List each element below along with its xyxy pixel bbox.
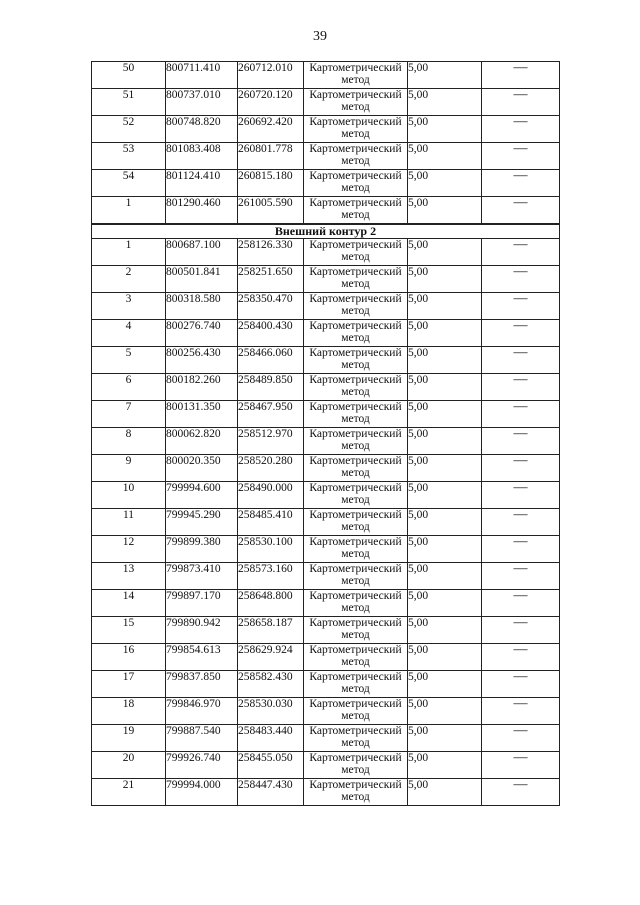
x-coordinate-cell: 800062.820 [166, 428, 238, 455]
description-cell: — [482, 197, 560, 225]
point-number-cell: 1 [92, 197, 166, 225]
point-number-cell: 12 [92, 536, 166, 563]
method-line-1: Картометрический [309, 698, 402, 710]
method-line-2: метод [341, 629, 370, 641]
table-row [92, 455, 560, 482]
description-cell: — [482, 563, 560, 590]
y-coordinate-cell: 258648.800 [238, 590, 304, 617]
y-coordinate-cell: 258573.160 [238, 563, 304, 590]
method-line-1: Картометрический [309, 536, 402, 548]
method-line-1: Картометрический [309, 293, 402, 305]
point-number-cell: 19 [92, 725, 166, 752]
method-line-2: метод [341, 74, 370, 86]
table-row [92, 266, 560, 293]
x-coordinate-cell: 799926.740 [166, 752, 238, 779]
table-row [92, 293, 560, 320]
point-number-cell: 15 [92, 617, 166, 644]
page-number: 39 [313, 29, 327, 44]
method-line-2: метод [341, 683, 370, 695]
y-coordinate-cell: 258466.060 [238, 347, 304, 374]
x-coordinate-cell: 799837.850 [166, 671, 238, 698]
y-coordinate-cell: 258658.187 [238, 617, 304, 644]
method-line-1: Картометрический [309, 428, 402, 440]
coordinates-table [91, 61, 560, 806]
method-cell [304, 401, 408, 428]
table-row [92, 509, 560, 536]
point-number-cell: 21 [92, 779, 166, 806]
method-cell [304, 617, 408, 644]
x-coordinate-cell: 800131.350 [166, 401, 238, 428]
x-coordinate-cell: 799945.290 [166, 509, 238, 536]
method-line-2: метод [341, 359, 370, 371]
table-row [92, 428, 560, 455]
table-row [92, 143, 560, 170]
method-line-2: метод [341, 575, 370, 587]
table-section-header-group [92, 224, 560, 239]
accuracy-cell: 5,00 [408, 401, 482, 428]
point-number-cell: 18 [92, 698, 166, 725]
description-cell: — [482, 455, 560, 482]
table-row [92, 617, 560, 644]
table-row [92, 752, 560, 779]
description-cell: — [482, 752, 560, 779]
description-cell: — [482, 347, 560, 374]
table-row [92, 779, 560, 806]
x-coordinate-cell: 800318.580 [166, 293, 238, 320]
method-line-2: метод [341, 155, 370, 167]
accuracy-cell: 5,00 [408, 170, 482, 197]
method-line-2: метод [341, 494, 370, 506]
method-cell [304, 197, 408, 225]
method-cell [304, 89, 408, 116]
description-cell: — [482, 644, 560, 671]
method-line-1: Картометрический [309, 89, 402, 101]
accuracy-cell: 5,00 [408, 320, 482, 347]
accuracy-cell: 5,00 [408, 455, 482, 482]
method-line-1: Картометрический [309, 239, 402, 251]
table-row [92, 347, 560, 374]
description-cell: — [482, 170, 560, 197]
y-coordinate-cell: 258512.970 [238, 428, 304, 455]
method-cell [304, 266, 408, 293]
method-line-1: Картометрический [309, 374, 402, 386]
x-coordinate-cell: 800276.740 [166, 320, 238, 347]
point-number-cell: 10 [92, 482, 166, 509]
table-row [92, 374, 560, 401]
description-cell: — [482, 725, 560, 752]
accuracy-cell: 5,00 [408, 374, 482, 401]
method-line-2: метод [341, 182, 370, 194]
y-coordinate-cell: 258467.950 [238, 401, 304, 428]
y-coordinate-cell: 258400.430 [238, 320, 304, 347]
method-cell [304, 116, 408, 143]
method-line-2: метод [341, 521, 370, 533]
table-row [92, 563, 560, 590]
accuracy-cell: 5,00 [408, 266, 482, 293]
method-line-2: метод [341, 791, 370, 803]
description-cell: — [482, 89, 560, 116]
method-line-2: метод [341, 413, 370, 425]
method-cell [304, 671, 408, 698]
method-line-2: метод [341, 656, 370, 668]
accuracy-cell: 5,00 [408, 239, 482, 266]
point-number-cell: 4 [92, 320, 166, 347]
description-cell: — [482, 779, 560, 806]
point-number-cell: 54 [92, 170, 166, 197]
y-coordinate-cell: 261005.590 [238, 197, 304, 225]
x-coordinate-cell: 800737.010 [166, 89, 238, 116]
y-coordinate-cell: 258455.050 [238, 752, 304, 779]
description-cell: — [482, 590, 560, 617]
method-line-1: Картометрический [309, 116, 402, 128]
description-cell: — [482, 266, 560, 293]
method-line-1: Картометрический [309, 617, 402, 629]
method-cell [304, 509, 408, 536]
method-cell [304, 62, 408, 89]
x-coordinate-cell: 800501.841 [166, 266, 238, 293]
method-line-1: Картометрический [309, 455, 402, 467]
x-coordinate-cell: 799854.613 [166, 644, 238, 671]
accuracy-cell: 5,00 [408, 779, 482, 806]
table-row [92, 239, 560, 266]
method-cell [304, 320, 408, 347]
method-cell [304, 563, 408, 590]
accuracy-cell: 5,00 [408, 698, 482, 725]
point-number-cell: 9 [92, 455, 166, 482]
y-coordinate-cell: 260815.180 [238, 170, 304, 197]
x-coordinate-cell: 801290.460 [166, 197, 238, 225]
method-line-1: Картометрический [309, 197, 402, 209]
method-line-2: метод [341, 710, 370, 722]
method-line-1: Картометрический [309, 671, 402, 683]
method-line-1: Картометрический [309, 401, 402, 413]
method-line-1: Картометрический [309, 509, 402, 521]
method-line-2: метод [341, 332, 370, 344]
x-coordinate-cell: 800748.820 [166, 116, 238, 143]
method-cell [304, 143, 408, 170]
method-line-2: метод [341, 251, 370, 263]
y-coordinate-cell: 260712.010 [238, 62, 304, 89]
method-cell [304, 482, 408, 509]
x-coordinate-cell: 800711.410 [166, 62, 238, 89]
accuracy-cell: 5,00 [408, 347, 482, 374]
description-cell: — [482, 428, 560, 455]
x-coordinate-cell: 799846.970 [166, 698, 238, 725]
accuracy-cell: 5,00 [408, 617, 482, 644]
method-cell [304, 428, 408, 455]
y-coordinate-cell: 258530.030 [238, 698, 304, 725]
method-cell [304, 455, 408, 482]
table-row [92, 698, 560, 725]
description-cell: — [482, 239, 560, 266]
accuracy-cell: 5,00 [408, 752, 482, 779]
method-cell [304, 170, 408, 197]
description-cell: — [482, 401, 560, 428]
table-row [92, 644, 560, 671]
method-line-1: Картометрический [309, 143, 402, 155]
point-number-cell: 50 [92, 62, 166, 89]
point-number-cell: 16 [92, 644, 166, 671]
method-line-1: Картометрический [309, 347, 402, 359]
point-number-cell: 3 [92, 293, 166, 320]
table-body-before [92, 62, 560, 225]
method-line-1: Картометрический [309, 644, 402, 656]
x-coordinate-cell: 799890.942 [166, 617, 238, 644]
y-coordinate-cell: 258489.850 [238, 374, 304, 401]
point-number-cell: 1 [92, 239, 166, 266]
accuracy-cell: 5,00 [408, 536, 482, 563]
x-coordinate-cell: 801083.408 [166, 143, 238, 170]
table-row [92, 89, 560, 116]
accuracy-cell: 5,00 [408, 293, 482, 320]
table-row [92, 725, 560, 752]
description-cell: — [482, 62, 560, 89]
accuracy-cell: 5,00 [408, 62, 482, 89]
table-row [92, 536, 560, 563]
y-coordinate-cell: 258582.430 [238, 671, 304, 698]
method-line-2: метод [341, 209, 370, 221]
point-number-cell: 5 [92, 347, 166, 374]
table-row [92, 482, 560, 509]
table-body-after [92, 239, 560, 806]
method-cell [304, 752, 408, 779]
method-line-2: метод [341, 548, 370, 560]
method-line-2: метод [341, 278, 370, 290]
y-coordinate-cell: 258490.000 [238, 482, 304, 509]
y-coordinate-cell: 258629.924 [238, 644, 304, 671]
method-line-2: метод [341, 602, 370, 614]
method-line-1: Картометрический [309, 266, 402, 278]
accuracy-cell: 5,00 [408, 590, 482, 617]
accuracy-cell: 5,00 [408, 428, 482, 455]
description-cell: — [482, 320, 560, 347]
method-cell [304, 347, 408, 374]
method-cell [304, 779, 408, 806]
table-row [92, 320, 560, 347]
method-cell [304, 536, 408, 563]
description-cell: — [482, 482, 560, 509]
method-line-1: Картометрический [309, 170, 402, 182]
accuracy-cell: 5,00 [408, 563, 482, 590]
method-line-2: метод [341, 101, 370, 113]
description-cell: — [482, 617, 560, 644]
x-coordinate-cell: 799887.540 [166, 725, 238, 752]
x-coordinate-cell: 799994.000 [166, 779, 238, 806]
method-cell [304, 698, 408, 725]
description-cell: — [482, 374, 560, 401]
x-coordinate-cell: 799994.600 [166, 482, 238, 509]
table-row [92, 197, 560, 225]
table-row [92, 62, 560, 89]
point-number-cell: 8 [92, 428, 166, 455]
point-number-cell: 2 [92, 266, 166, 293]
method-line-1: Картометрический [309, 725, 402, 737]
y-coordinate-cell: 260692.420 [238, 116, 304, 143]
accuracy-cell: 5,00 [408, 89, 482, 116]
method-line-1: Картометрический [309, 779, 402, 791]
x-coordinate-cell: 799897.170 [166, 590, 238, 617]
method-line-1: Картометрический [309, 563, 402, 575]
method-cell [304, 725, 408, 752]
description-cell: — [482, 509, 560, 536]
y-coordinate-cell: 258350.470 [238, 293, 304, 320]
point-number-cell: 7 [92, 401, 166, 428]
point-number-cell: 53 [92, 143, 166, 170]
y-coordinate-cell: 258251.650 [238, 266, 304, 293]
description-cell: — [482, 293, 560, 320]
accuracy-cell: 5,00 [408, 509, 482, 536]
section-header-row [92, 224, 560, 239]
method-line-2: метод [341, 305, 370, 317]
method-cell [304, 239, 408, 266]
x-coordinate-cell: 799899.380 [166, 536, 238, 563]
description-cell: — [482, 536, 560, 563]
description-cell: — [482, 116, 560, 143]
y-coordinate-cell: 258126.330 [238, 239, 304, 266]
point-number-cell: 6 [92, 374, 166, 401]
accuracy-cell: 5,00 [408, 482, 482, 509]
method-line-2: метод [341, 737, 370, 749]
y-coordinate-cell: 260720.120 [238, 89, 304, 116]
point-number-cell: 17 [92, 671, 166, 698]
accuracy-cell: 5,00 [408, 143, 482, 170]
y-coordinate-cell: 260801.778 [238, 143, 304, 170]
y-coordinate-cell: 258447.430 [238, 779, 304, 806]
x-coordinate-cell: 800256.430 [166, 347, 238, 374]
x-coordinate-cell: 801124.410 [166, 170, 238, 197]
x-coordinate-cell: 800020.350 [166, 455, 238, 482]
method-line-1: Картометрический [309, 482, 402, 494]
y-coordinate-cell: 258483.440 [238, 725, 304, 752]
method-line-1: Картометрический [309, 752, 402, 764]
accuracy-cell: 5,00 [408, 197, 482, 225]
method-cell [304, 293, 408, 320]
table-row [92, 671, 560, 698]
point-number-cell: 51 [92, 89, 166, 116]
table-row [92, 590, 560, 617]
accuracy-cell: 5,00 [408, 116, 482, 143]
method-line-2: метод [341, 386, 370, 398]
point-number-cell: 11 [92, 509, 166, 536]
x-coordinate-cell: 800182.260 [166, 374, 238, 401]
description-cell: — [482, 143, 560, 170]
method-line-2: метод [341, 764, 370, 776]
accuracy-cell: 5,00 [408, 725, 482, 752]
method-line-2: метод [341, 467, 370, 479]
point-number-cell: 52 [92, 116, 166, 143]
method-line-2: метод [341, 128, 370, 140]
method-cell [304, 644, 408, 671]
method-line-1: Картометрический [309, 62, 402, 74]
table-row [92, 116, 560, 143]
y-coordinate-cell: 258530.100 [238, 536, 304, 563]
x-coordinate-cell: 800687.100 [166, 239, 238, 266]
table-row [92, 401, 560, 428]
description-cell: — [482, 671, 560, 698]
table-row [92, 170, 560, 197]
y-coordinate-cell: 258520.280 [238, 455, 304, 482]
description-cell: — [482, 698, 560, 725]
point-number-cell: 14 [92, 590, 166, 617]
method-line-1: Картометрический [309, 320, 402, 332]
method-cell [304, 374, 408, 401]
y-coordinate-cell: 258485.410 [238, 509, 304, 536]
method-line-2: метод [341, 440, 370, 452]
accuracy-cell: 5,00 [408, 671, 482, 698]
point-number-cell: 20 [92, 752, 166, 779]
section-header: Внешний контур 2 [92, 224, 560, 239]
point-number-cell: 13 [92, 563, 166, 590]
method-cell [304, 590, 408, 617]
x-coordinate-cell: 799873.410 [166, 563, 238, 590]
accuracy-cell: 5,00 [408, 644, 482, 671]
method-line-1: Картометрический [309, 590, 402, 602]
